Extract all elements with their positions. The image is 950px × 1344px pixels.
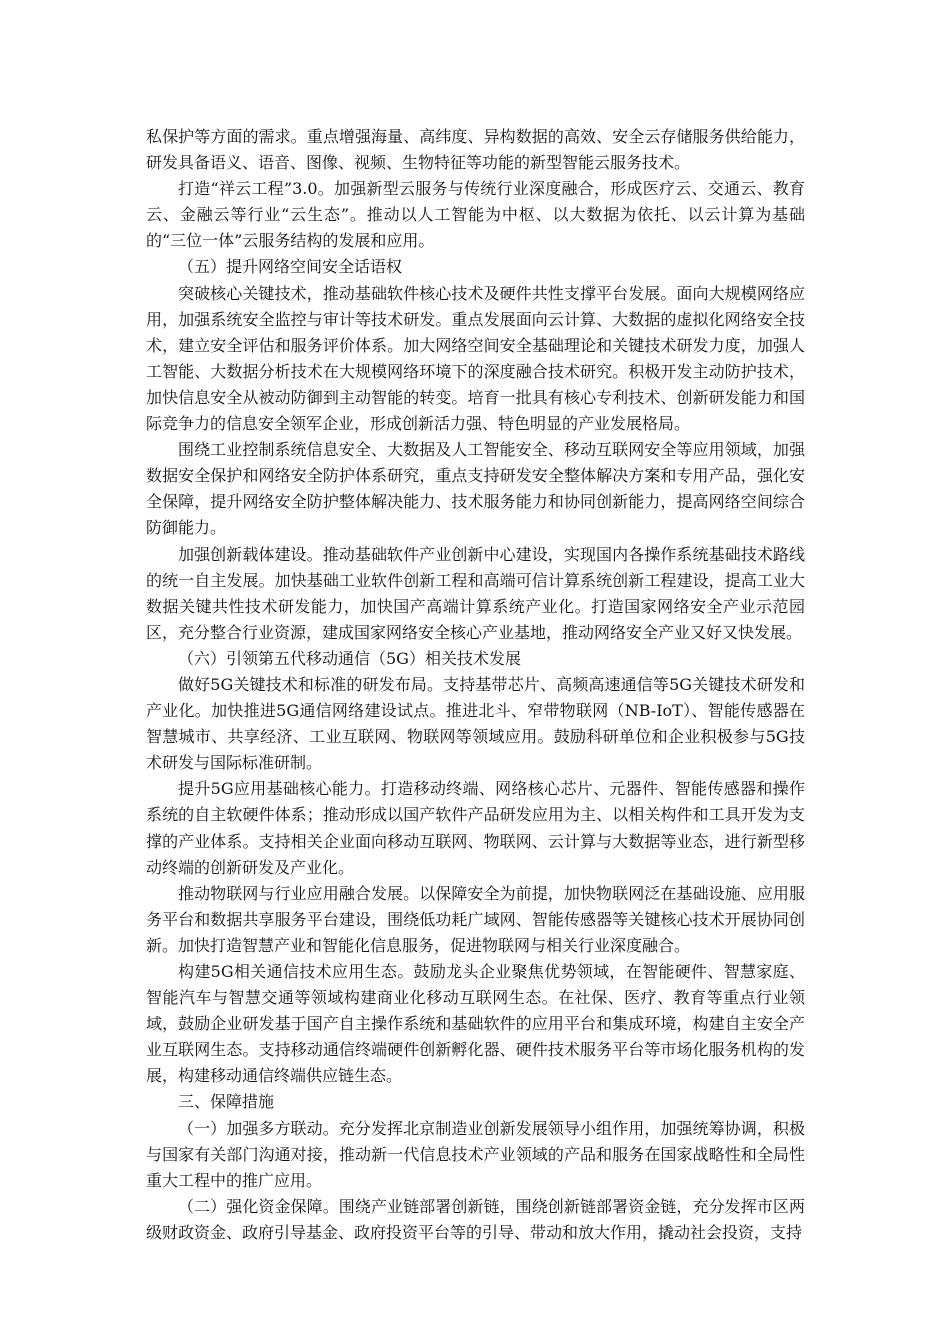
paragraph-xiangyun-project: 打造“祥云工程”3.0。加强新型云服务与传统行业深度融合，形成医疗云、交通云、教育云、金融云等行业“云生态”。推动以人工智能为中枢、以大数据为依托、以云计算为基础的“三位一体”云服务结构的发展和应用。 — [146, 179, 805, 251]
paragraph-5g-rnd: 做好5G关键技术和标准的研发布局。支持基带芯片、高频高速通信等5G关键技术研发和产业化。加快推进5G通信网络建设试点。推进北斗、窄带物联网（NB-IoT）、智能传感器在智慧城市、共享经济、工业互联网、物联网等领域应用。鼓励科研单位和企业积极参与5G技术研发与国际标准研制。 — [146, 674, 805, 773]
paragraph-funding-support: （二）强化资金保障。围绕产业链部署创新链，围绕创新链部署资金链，充分发挥市区两级财政资金、政府引导基金、政府投资平台等的引导、带动和放大作用，撬动社会投资，支持 — [146, 1196, 805, 1242]
section-heading-safeguards: 三、保障措施 — [178, 1092, 275, 1112]
paragraph-5g-core-capability: 提升5G应用基础核心能力。打造移动终端、网络核心芯片、元器件、智能传感器和操作系统的自主软硬件体系；推动形成以国产软件产品研发应用为主、以相关构件和工具开发为支撑的产业体系。支持相关企业面向移动互联网、物联网、云计算与大数据等业态，进行新型移动终端的创新研发及产业化。 — [146, 779, 805, 877]
paragraph-5g-ecosystem: 构建5G相关通信技术应用生态。鼓励龙头企业聚焦优势领域，在智能硬件、智慧家庭、智能汽车与智慧交通等领域构建商业化移动互联网生态。在社保、医疗、教育等重点行业领域，鼓励企业研发基于国产自主操作系统和基础软件的应用平台和集成环境，构建自主安全产业互联网生态。支持移动通信终端硬件创新孵化器、硬件技术服务平台等市场化服务机构的发展，构建移动通信终端供应链生态。 — [146, 962, 805, 1086]
paragraph-core-technology: 突破核心关键技术，推动基础软件核心技术及硬件共性支撑平台发展。面向大规模网络应用，加强系统安全监控与审计等技术研发。重点发展面向云计算、大数据的虚拟化网络安全技术，建立安全评估和服务评价体系。加大网络空间安全基础理论和关键技术研发力度，加强人工智能、大数据分析技术在大规模网络环境下的深度融合技术研究。积极开发主动防护技术，加快信息安全从被动防御到主动智能的转变。培育一批具有核心专利技术、创新研发能力和国际竞争力的信息安全领军企业，形成创新活力强、特色明显的产业发展格局。 — [146, 283, 805, 434]
paragraph-multi-party-linkage: （一）加强多方联动。充分发挥北京制造业创新发展领导小组作用，加强统筹协调，积极与国家有关部门沟通对接，推动新一代信息技术产业领域的产品和服务在国家战略性和全局性重大工程中的推广应用。 — [146, 1118, 805, 1190]
section-heading-cybersecurity: （五）提升网络空间安全话语权 — [178, 257, 403, 277]
paragraph-innovation-carrier: 加强创新载体建设。推动基础软件产业创新中心建设，实现国内各操作系统基础技术路线的统一自主发展。加快基础工业软件创新工程和高端可信计算系统创新工程建设，提高工业大数据关键共性技术研发能力，加快国产高端计算系统产业化。打造国家网络安全产业示范园区，充分整合行业资源，建成国家网络安全核心产业基地，推动网络安全产业又好又快发展。 — [146, 544, 805, 642]
paragraph-iot-integration: 推动物联网与行业应用融合发展。以保障安全为前提，加快物联网泛在基础设施、应用服务平台和数据共享服务平台建设，围绕低功耗广域网、智能传感器等关键核心技术开展协同创新。加快打造智慧产业和智能化信息服务，促进物联网与相关行业深度融合。 — [146, 883, 805, 955]
section-heading-5g: （六）引领第五代移动通信（5G）相关技术发展 — [178, 648, 521, 668]
document-body — [146, 124, 805, 1246]
paragraph-industrial-security: 围绕工业控制系统信息安全、大数据及人工智能安全、移动互联网安全等应用领域，加强数据安全保护和网络安全防护体系研究，重点支持研发安全整体解决方案和专用产品，强化安全保障，提升网络安全防护整体解决能力、技术服务能力和协同创新能力，提高网络空间综合防御能力。 — [146, 440, 805, 538]
paragraph-cloud-storage-continued: 私保护等方面的需求。重点增强海量、高纬度、异构数据的高效、安全云存储服务供给能力，研发具备语义、语音、图像、视频、生物特征等功能的新型智能云服务技术。 — [146, 127, 805, 173]
